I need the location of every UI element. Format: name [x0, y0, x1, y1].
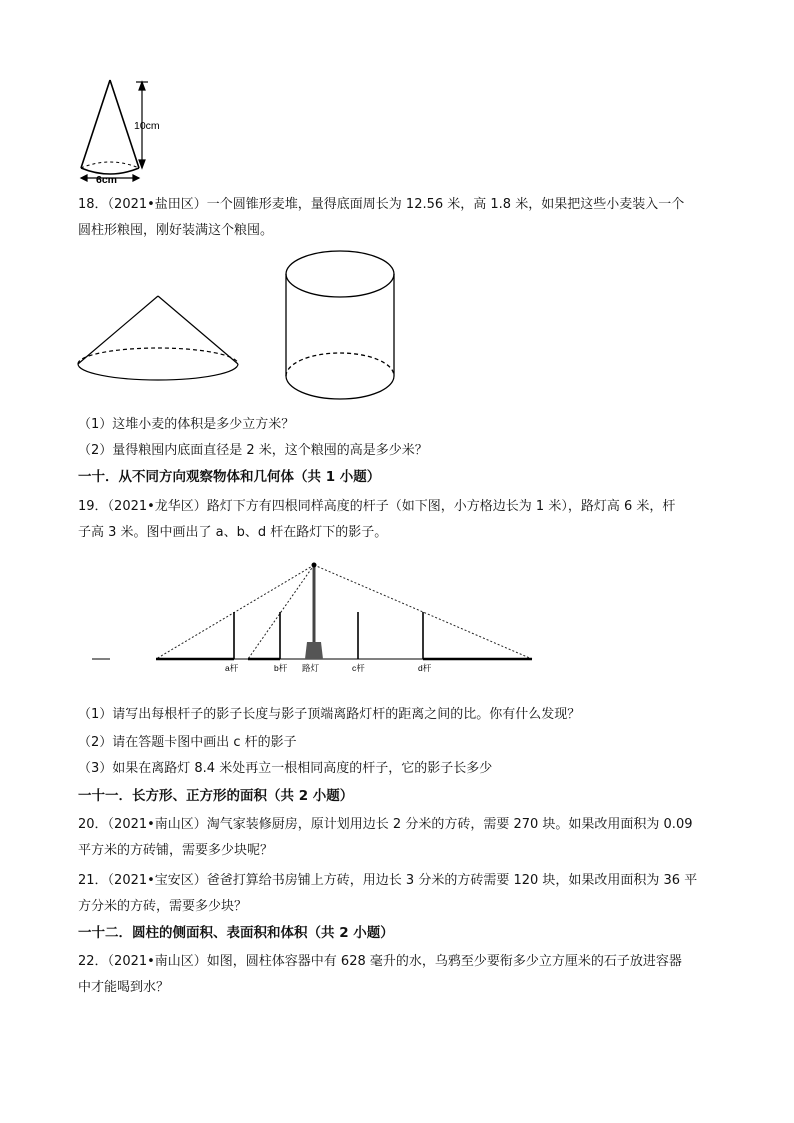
- q19-subquestion-2: （2）请在答题卡图中画出 c 杆的影子: [78, 735, 297, 750]
- q19-subquestion-1: （1）请写出每根杆子的影子长度与影子顶端离路灯杆的距离之间的比。你有什么发现？: [78, 707, 581, 722]
- q21-text-line2: 方分米的方砖，需要多少块？: [78, 899, 248, 914]
- cylinder-granary-figure: [283, 248, 397, 404]
- q22-text-line1: 22．（2021•南山区）如图，圆柱体容器中有 628 毫升的水，乌鸦至少要衔多少立方厘米的石子放进容器: [78, 954, 682, 969]
- section-heading-12: 一十二．圆柱的侧面积、表面积和体积（共 2 小题）: [78, 925, 394, 941]
- q19-subquestion-3: （3）如果在离路灯 8.4 米处再立一根相同高度的杆子，它的影子长多少: [78, 761, 493, 776]
- lamp-base: [305, 642, 323, 659]
- label-a: a杆: [225, 663, 239, 673]
- cone-outline: [81, 80, 139, 174]
- cone-wheat-pile-figure: [74, 292, 242, 384]
- diameter-label: 6cm: [96, 174, 118, 186]
- section-heading-11: 一十一．长方形、正方形的面积（共 2 小题）: [78, 788, 354, 804]
- light-rays: [156, 565, 532, 659]
- label-b: b杆: [274, 663, 288, 673]
- label-c: c杆: [352, 663, 365, 673]
- q19-text-line1: 19．（2021•龙华区）路灯下方有四根同样高度的杆子（如下图，小方格边长为 1 米），路灯高 6 米，杆: [78, 499, 676, 514]
- label-lamp: 路灯: [302, 663, 320, 673]
- cone-dimension-figure: [76, 74, 186, 186]
- q18-subquestion-2: （2）量得粮囤内底面直径是 2 米，这个粮囤的高是多少米？: [78, 443, 428, 458]
- q21-text-line1: 21．（2021•宝安区）爸爸打算给书房铺上方砖，用边长 3 分米的方砖需要 120 块，如果改用面积为 36 平: [78, 873, 698, 888]
- q18-subquestion-1: （1）这堆小麦的体积是多少立方米？: [78, 417, 295, 432]
- q20-text-line2: 平方米的方砖铺，需要多少块呢？: [78, 843, 274, 858]
- height-label: 10cm: [134, 120, 160, 132]
- q18-text-line1: 18．（2021•盐田区）一个圆锥形麦堆，量得底面周长为 12.56 米，高 1.8 米，如果把这些小麦装入一个: [78, 197, 685, 212]
- q22-text-line2: 中才能喝到水？: [78, 980, 170, 995]
- q18-text-line2: 圆柱形粮囤，刚好装满这个粮囤。: [78, 223, 274, 238]
- section-heading-10: 一十．从不同方向观察物体和几何体（共 1 小题）: [78, 469, 381, 485]
- q19-text-line2: 子高 3 米。图中画出了 a、b、d 杆在路灯下的影子。: [78, 525, 388, 540]
- streetlamp-shadow-figure: [88, 558, 538, 678]
- label-d: d杆: [418, 663, 432, 673]
- lamp-light: [312, 563, 317, 568]
- q20-text-line1: 20．（2021•南山区）淘气家装修厨房，原计划用边长 2 分米的方砖，需要 270 块。如果改用面积为 0.09: [78, 817, 693, 832]
